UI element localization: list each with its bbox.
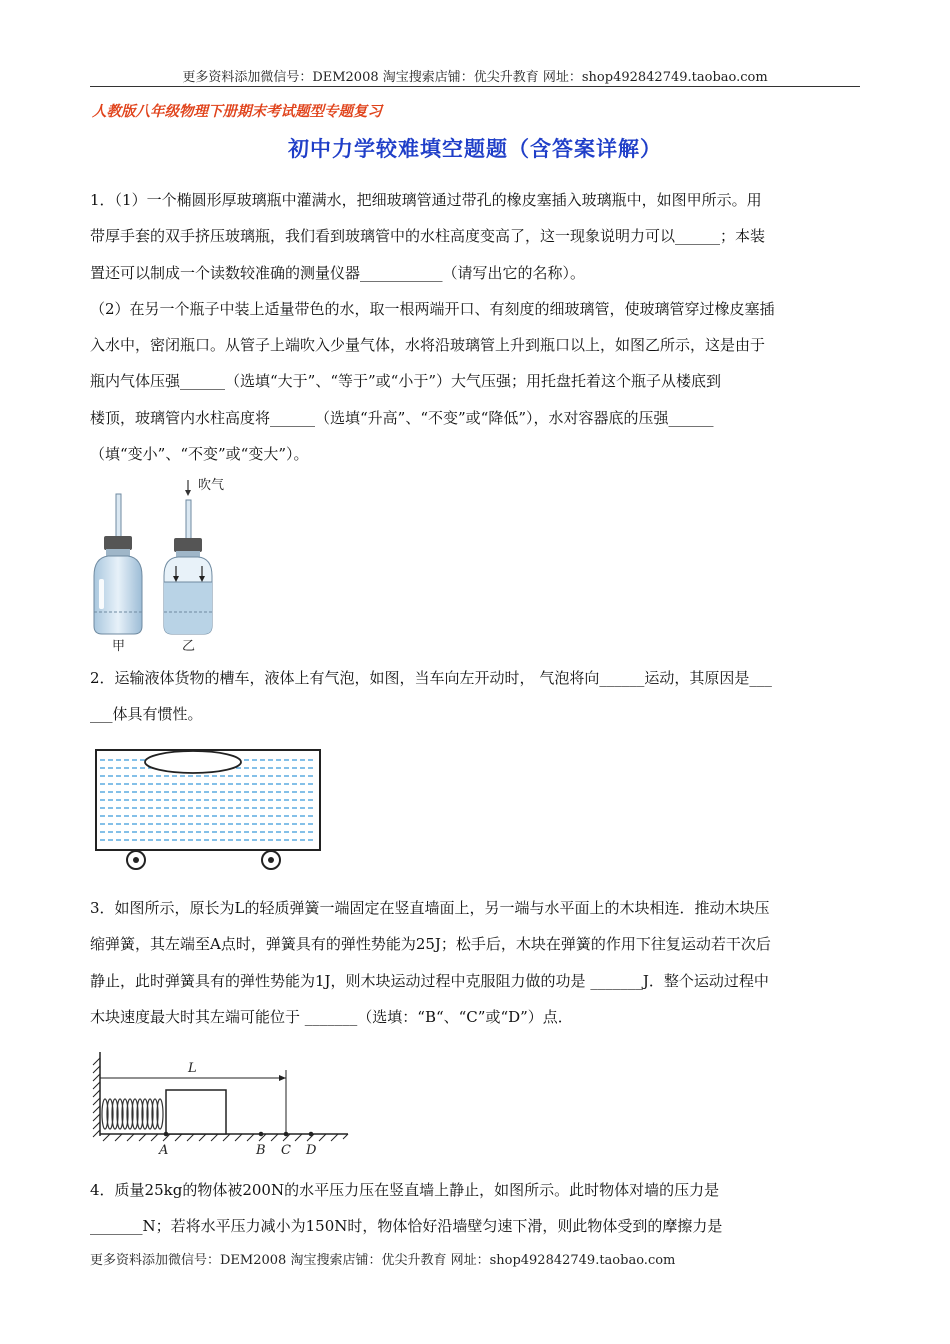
tank-truck-figure [94, 748, 324, 872]
page-header: 更多资料添加微信号：DEM2008 淘宝搜索店铺：优尖升教育 网址：shop492842749.taobao.com [182, 70, 768, 85]
q1-line: 置还可以制成一个读数较准确的测量仪器___________（请写出它的名称）。 [90, 263, 586, 282]
q4-line: _______N；若将水平压力减小为150N时，物体恰好沿墙壁匀速下滑，则此物体受到的摩擦力是 [90, 1217, 723, 1236]
spring [102, 1099, 163, 1129]
label-A: A [159, 1143, 169, 1158]
q1-line: 入水中，密闭瓶口。从管子上端吹入少量气体，水将沿玻璃管上升到瓶口以上，如图乙所示，这是由于 [90, 336, 766, 355]
wheel-right [262, 851, 280, 869]
page-title: 初中力学较难填空题题（含答案详解） [288, 136, 662, 161]
q2-line: ___体具有惯性。 [90, 705, 203, 724]
q3-line: 3．如图所示，原长为L的轻质弹簧一端固定在竖直墙面上，另一端与水平面上的木块相连．推动木块压 [90, 899, 770, 917]
label-C: C [281, 1143, 291, 1158]
wheel-left [127, 851, 145, 869]
header-divider [90, 86, 860, 87]
q3-line: 静止，此时弹簧具有的弹性势能为1J，则木块运动过程中克服阻力做的功是 _______J．整个运动过程中 [90, 971, 769, 990]
q1-line: （填“变小”、“不变”或“变大”）。 [90, 445, 309, 464]
q1-line: （2）在另一个瓶子中装上适量带色的水，取一根两端开口、有刻度的细玻璃管，使玻璃管穿过橡皮塞插 [90, 299, 775, 318]
bubble [145, 751, 241, 773]
series-subtitle: 人教版八年级物理下册期末考试题型专题复习 [92, 103, 382, 120]
question-2 [90, 660, 858, 733]
spring-block-figure [90, 1050, 352, 1162]
label-yi: 乙 [182, 639, 196, 654]
question-3 [90, 890, 858, 1035]
q3-line: 木块速度最大时其左端可能位于 _______（选填：“B“、“C”或“D”）点． [90, 1007, 573, 1026]
q1-line: 瓶内气体压强______（选填“大于”、“等于”或“小于”）大气压强；用托盘托着这个瓶子从楼底到 [90, 372, 722, 391]
q2-line: 2．运输液体货物的槽车，液体上有气泡，如图，当车向左开动时， 气泡将向______运动，其原因是___ [90, 669, 772, 687]
label-jia: 甲 [112, 639, 126, 654]
q3-line: 缩弹簧，其左端至A点时，弹簧具有的弹性势能为25J；松手后，木块在弹簧的作用下往复运动若干次后 [90, 935, 771, 954]
question-1 [90, 182, 858, 472]
page-footer: 更多资料添加微信号：DEM2008 淘宝搜索店铺：优尖升教育 网址：shop492842749.taobao.com [90, 1253, 676, 1268]
question-4 [90, 1172, 858, 1245]
bottle-jia [94, 494, 142, 634]
q1-line: 楼顶，玻璃管内水柱高度将______（选填“升高”、“不变”或“降低”），水对容器底的压强______ [90, 408, 714, 427]
q4-line: 4．质量25kg的物体被200N的水平压力压在竖直墙上静止，如图所示。此时物体对墙的压力是 [90, 1181, 720, 1199]
bottles-figure [86, 476, 256, 656]
q1-line: 1．（1）一个椭圆形厚玻璃瓶中灌满水，把细玻璃管通过带孔的橡皮塞插入玻璃瓶中，如图甲所示。用 [90, 191, 762, 209]
label-D: D [306, 1143, 317, 1158]
q1-line: 带厚手套的双手挤压玻璃瓶，我们看到玻璃管中的水柱高度变高了，这一现象说明力可以______；本装 [90, 227, 766, 246]
bottle-yi [164, 480, 212, 634]
label-L: L [188, 1061, 197, 1076]
label-B: B [256, 1143, 266, 1158]
wood-block [166, 1090, 226, 1134]
blow-label: 吹气 [198, 478, 225, 493]
